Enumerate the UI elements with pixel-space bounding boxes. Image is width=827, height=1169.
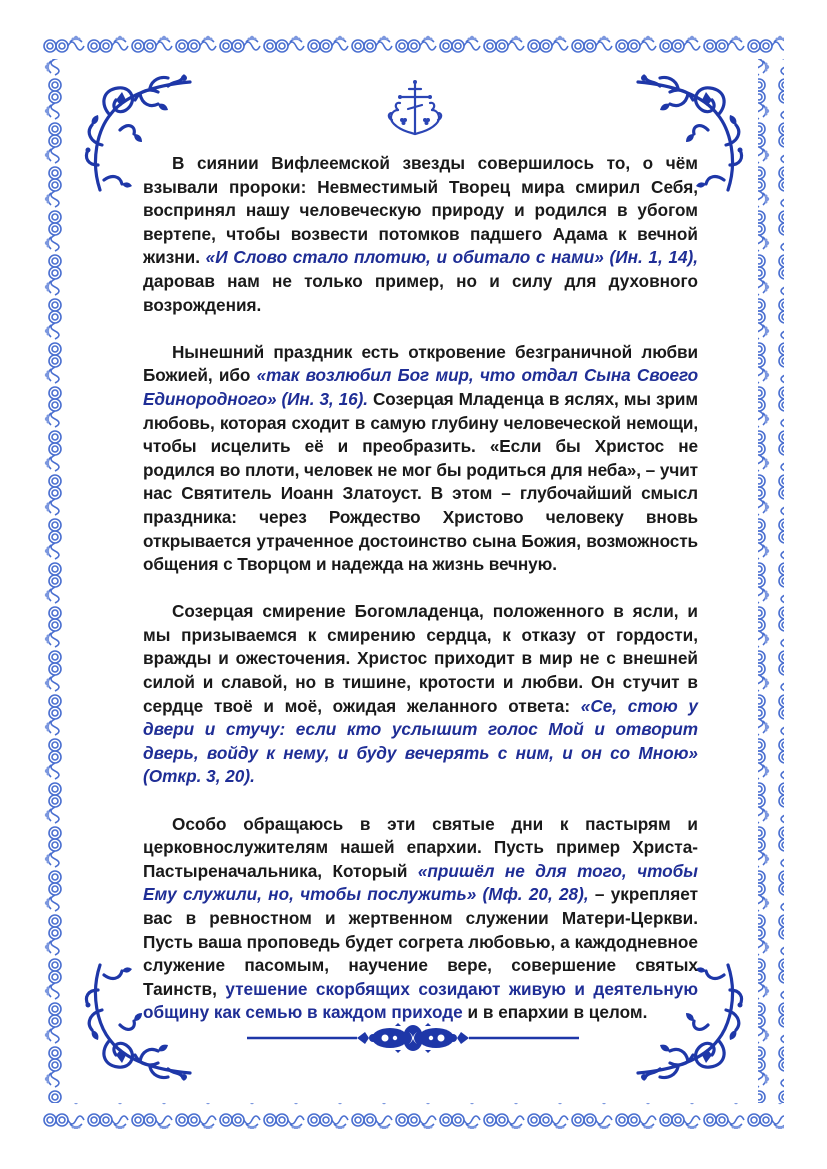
- scripture-quote-john-1-14: «И Слово стало плотию, и обитало с нами» (Ин. 1, 14),: [205, 247, 698, 268]
- paragraph-4: [143, 813, 698, 1025]
- paragraph-2-text: Нынешний праздник есть откровение безграничной любви Божией, ибо: [143, 341, 698, 386]
- paragraph-1-text: В сиянии Вифлеемской звезды совершилось то, о чём взывали пророки: Невместимый Творец мира смирил Себя, воспринял нашу человеческую природу и родился в убогом вертепе, чтобы возвести потомков падшего Адама к вечной жизни.: [143, 153, 698, 268]
- scripture-quote-revelation-3-20: «Се, стою у двери и стучу: если кто услышит голос Мой и отворит дверь, войду к нему, и буду вечерять с ним, и он со Мною» (Откр. 3, 20).: [143, 695, 698, 787]
- paragraph-2-text-end: Созерцая Младенца в яслях, мы зрим любовь, которая сходит в самую глубину человеческой немощи, чтобы исцелить её и преобразить. «Если бы Христос не родился во плоти, человек не мог бы родиться для неба», – учит нас Святитель Иоанн Златоуст. В этом – глубочайший смысл праздника: через Рождество Христово человеку вновь открывается утраченное достоинство сына Божия, возможность общения с Творцом и надежда на жизнь вечную.: [143, 388, 698, 575]
- epistle-body: [143, 152, 698, 1049]
- paragraph-1-text-end: даровав нам не только пример, но и силу для духовного возрождения.: [143, 270, 698, 315]
- paragraph-1: [143, 152, 698, 317]
- orthodox-cross-icon: [378, 80, 452, 140]
- paragraph-4-text-end: и в епархии в целом.: [462, 1002, 648, 1023]
- paragraph-4-text: Особо обращаюсь в эти святые дни к пастырям и церковнослужителям нашей епархии. Пусть пример Христа-Пастыреначальника, Который: [143, 813, 698, 881]
- scripture-quote-john-3-16: «так возлюбил Бог мир, что отдал Сына Своего Единородного» (Ин. 3, 16).: [143, 365, 698, 409]
- scripture-quote-matthew-20-28: «пришёл не для того, чтобы Ему служили, но, чтобы послужить» (Мф. 20, 28),: [143, 860, 698, 905]
- highlighted-phrase: утешение скорбящих созидают живую и деятельную общину как семью в каждом приходе: [143, 978, 698, 1023]
- paragraph-2: [143, 341, 698, 577]
- ornamental-divider-icon: [245, 1023, 581, 1053]
- paragraph-3-text: Созерцая смирение Богомладенца, положенного в ясли, и мы призываемся к смирению сердца, к отказу от гордости, вражды и ожесточения. Христос приходит в мир не с внешней силой и славой, но в тишине, кротости и любви. Он стучит в сердце твоё и моё, ожидая желанного ответа:: [143, 601, 698, 716]
- paragraph-4-text-mid: – укрепляет вас в ревностном и жертвенном служении Матери-Церкви. Пусть ваша проповедь будет согрета любовью, а каждодневное служение пасомым, научение вере, совершение святых Таинств,: [143, 884, 699, 999]
- paragraph-3: [143, 600, 698, 789]
